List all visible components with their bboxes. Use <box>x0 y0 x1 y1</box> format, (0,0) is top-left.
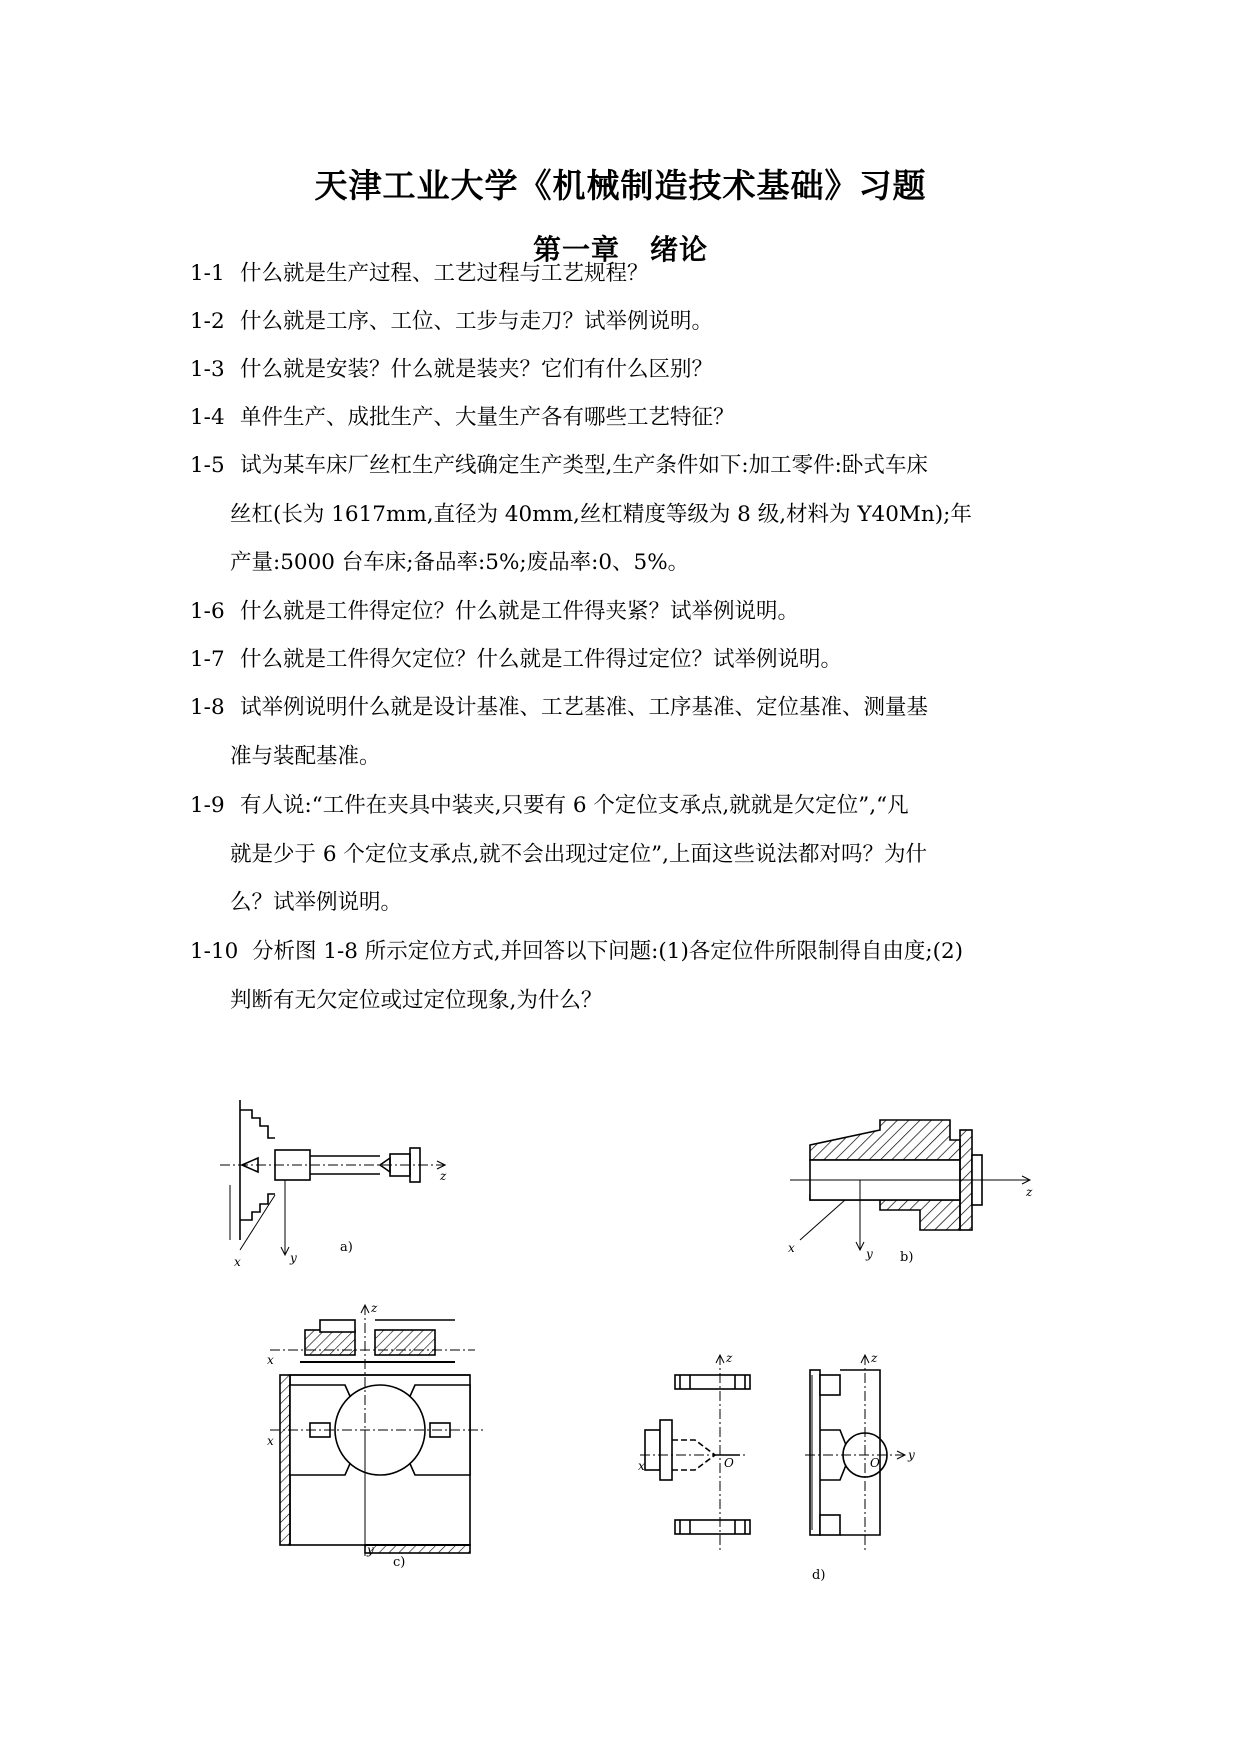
axis-label-x: x <box>234 1255 241 1269</box>
figure-d <box>640 1350 980 1584</box>
question-number: 1-9 <box>190 793 225 818</box>
axis-label-y: y <box>290 1251 297 1265</box>
axis-label-x: x <box>788 1241 795 1255</box>
question-number: 1-8 <box>190 695 225 720</box>
figure-a-drawing <box>200 1090 460 1270</box>
figure-a <box>200 1090 460 1274</box>
question-text-line: 试为某车床厂丝杠生产线确定生产类型,生产条件如下:加工零件:卧式车床 <box>240 453 928 478</box>
axis-label-x: x <box>638 1459 645 1473</box>
figure-d-drawing <box>640 1350 980 1580</box>
question-number: 1-7 <box>190 647 225 672</box>
question-text-line: 丝杠(长为 1617mm,直径为 40mm,丝杠精度等级为 8 级,材料为 Y40Mn);年 <box>230 501 972 527</box>
question-1-4 <box>190 394 1060 443</box>
question-text: 什么就是工件得欠定位？什么就是工件得过定位？试举例说明。 <box>240 647 843 672</box>
question-text-line: 判断有无欠定位或过定位现象,为什么？ <box>230 987 603 1013</box>
question-1-7 <box>190 636 1060 685</box>
question-number: 1-3 <box>190 357 225 382</box>
chapter-name: 绪论 <box>650 233 709 266</box>
question-text-line: 分析图 1-8 所示定位方式,并回答以下问题:(1)各定位件所限制得自由度;(2) <box>252 939 964 964</box>
question-text: 什么就是工序、工位、工步与走刀？试举例说明。 <box>240 309 714 334</box>
question-1-8 <box>190 684 1060 781</box>
question-1-2 <box>190 298 1060 347</box>
origin-label-left: O <box>724 1456 734 1470</box>
axis-label-z: z <box>371 1301 378 1315</box>
question-number: 1-6 <box>190 599 225 624</box>
origin-label-right: O <box>870 1456 880 1470</box>
question-text: 什么就是工件得定位？什么就是工件得夹紧？试举例说明。 <box>240 599 800 624</box>
figure-c-drawing <box>265 1300 525 1560</box>
question-text-line: 准与装配基准。 <box>230 743 381 769</box>
axis-label-x-lower: x <box>267 1434 274 1448</box>
figure-b <box>770 1100 1050 1274</box>
axis-label-y: y <box>866 1247 873 1261</box>
question-1-10 <box>190 928 1060 1025</box>
document-title: 天津工业大学《机械制造技术基础》习题 <box>314 166 927 205</box>
question-1-1 <box>190 250 1060 299</box>
question-1-6 <box>190 588 1060 637</box>
question-number: 1-2 <box>190 309 225 334</box>
question-number: 1-4 <box>190 405 225 430</box>
question-number: 1-10 <box>190 939 239 964</box>
figure-c <box>265 1300 525 1570</box>
question-text-line: 有人说:“工件在夹具中装夹,只要有 6 个定位支承点,就就是欠定位”,“凡 <box>240 793 909 818</box>
question-number: 1-1 <box>190 261 225 286</box>
question-1-5 <box>190 442 1060 588</box>
question-text-line: 产量:5000 台车床;备品率:5%;废品率:0、5%。 <box>230 550 690 575</box>
question-number: 1-5 <box>190 453 225 478</box>
question-text-line: 么？试举例说明。 <box>230 890 403 915</box>
axis-label-y: y <box>367 1543 374 1557</box>
figure-b-caption: b) <box>900 1250 914 1265</box>
figure-a-caption: a) <box>340 1240 353 1255</box>
question-text: 什么就是安装？什么就是装夹？它们有什么区别？ <box>240 357 714 382</box>
figure-b-drawing <box>770 1100 1050 1270</box>
question-text: 什么就是生产过程、工艺过程与工艺规程？ <box>240 261 649 286</box>
axis-label-x: x <box>267 1353 274 1367</box>
figure-d-caption: d) <box>812 1568 826 1583</box>
axis-label-z: z <box>440 1169 447 1183</box>
question-1-3 <box>190 346 1060 395</box>
axis-label-y: y <box>908 1448 915 1462</box>
question-1-9 <box>190 782 1060 928</box>
question-text-line: 试举例说明什么就是设计基准、工艺基准、工序基准、定位基准、测量基 <box>240 695 929 720</box>
question-text: 单件生产、成批生产、大量生产各有哪些工艺特征？ <box>240 405 735 430</box>
chapter-number: 第一章 <box>532 233 620 266</box>
question-text-line: 就是少于 6 个定位支承点,就不会出现过定位”,上面这些说法都对吗？为什 <box>230 841 928 867</box>
axis-label-z-right: z <box>871 1351 878 1365</box>
axis-label-z-left: z <box>726 1351 733 1365</box>
figure-c-caption: c) <box>393 1555 406 1570</box>
axis-label-z: z <box>1026 1185 1033 1199</box>
